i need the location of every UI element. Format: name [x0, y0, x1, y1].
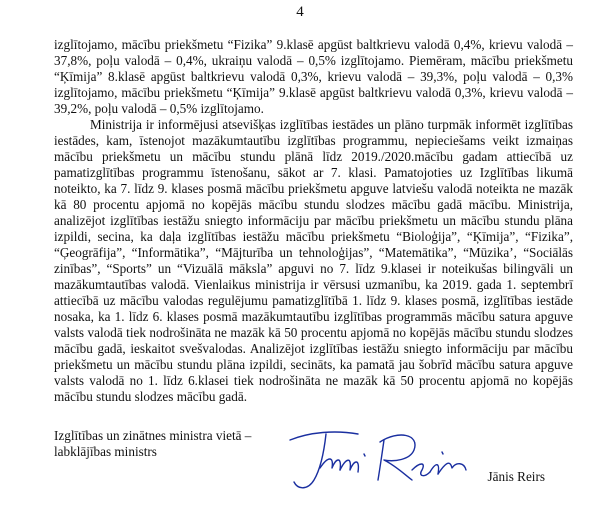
signatory-role — [54, 428, 251, 460]
paragraph-2: Ministrija ir informējusi atsevišķas izglītības iestādes un plāno turpmāk informēt izglītības iestādes, kam, īstenojot mazākumtautību izglītības programmu, nepieciešams veikt izmaiņas mācību priekšmetu un mācību stundu plānā līdz 2019./2020.mācību gadam attiecībā uz pamatizglītības programmu īstenošanu, sākot ar 7. klasi. Pamatojoties uz Izglītības likumā noteikto, ka 7. līdz 9. klases posmā mācību priekšmetu apguve latviešu valodā noteikta ne mazāk kā 80 procentu apjomā no kopējās mācību stundu slodzes mācību gadā mācību. Ministrija, analizējot izglītības iestāžu sniegto informāciju par mācību priekšmetu un mācību stundu plāna izpildi, secina, ka daļa izglītības iestāžu mācību priekšmetu “Bioloģija”, “Ķīmija”, “Fizika”, “Ģeogrāfija”, “Informātika”, “Mājturība un tehnoloģijas”, “Matemātika”, “Mūzika’, “Sociālās zinības”, “Sports” un “Vizuālā māksla” apguvi no 7. līdz 9.klasei ir noteikušas bilingvāli un mazākumtautības valodā. Vienlaikus ministrija ir vērsusi uzmanību, ka 2019. gada 1. septembrī attiecībā uz mācību valodas regulējumu pamatizglītībā 1. līdz 9. klases posmā, izglītības iestāde nosaka, ka 1. līdz 6. klases posmā mazākumtautību izglītības programmās mācību satura apguve valsts valodā tiek nodrošināta ne mazāk kā 50 procentu apjomā no kopējās mācību stundu slodzes mācību gadā, ieskaitot svešvalodas. Analizējot izglītības iestāžu sniegto informāciju par mācību priekšmetu un mācību stundu plāna izpildi, secināts, ka pamatā jau šobrīd mācību satura apguve valsts valodā no 1. līdz 6.klasei tiek nodrošināta ne mazāk kā 50 procentu apjomā no kopējās mācību stundu slodzes mācību gadā. — [54, 117, 573, 404]
signatory-name: Jānis Reirs — [487, 469, 545, 484]
paragraph-1: izglītojamo, mācību priekšmetu “Fizika” 9.klasē apgūst baltkrievu valodā 0,4%, krievu valodā – 37,8%, poļu valodā – 0,4%, ukraiņu valodā – 0,5% izglītojamo. Piemēram, mācību priekšmetu “Ķīmija” 8.klasē apgūst baltkrievu valodā 0,3%, krievu valodā – 39,3%, poļu valodā – 0,3% izglītojamo, mācību priekšmetu “Ķīmija” 9.klasē apgūst baltkrievu valodā 0,3%, krievu valodā – 39,2%, poļu valodā – 0,5% izglītojamo. — [54, 37, 573, 116]
signatory-role-line-1: Izglītības un zinātnes ministra vietā – — [54, 428, 252, 443]
page-number: 4 — [296, 4, 304, 20]
signatory-role-line-2: labklājības ministrs — [54, 444, 157, 459]
signature-block — [54, 428, 573, 528]
handwritten-signature — [280, 418, 490, 498]
body-text — [54, 37, 573, 405]
